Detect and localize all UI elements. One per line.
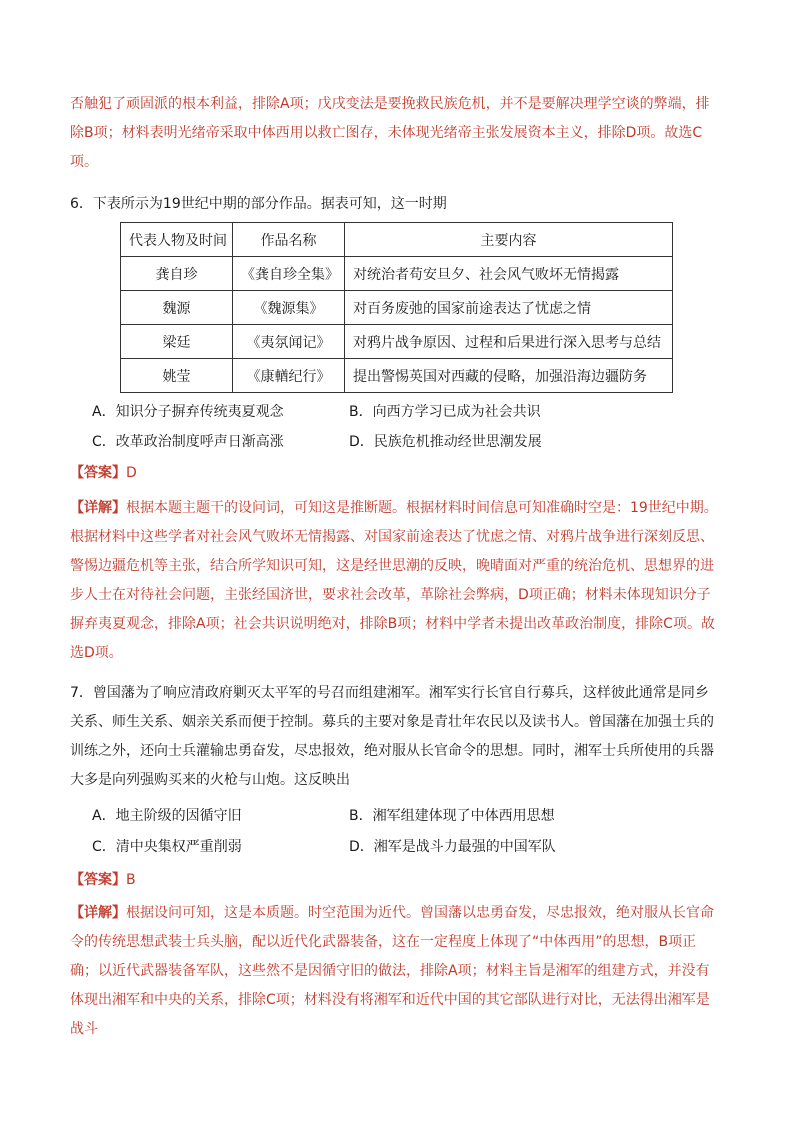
q7-answer xyxy=(70,866,722,895)
works-table xyxy=(120,222,673,393)
table-row xyxy=(121,291,673,325)
table-cell: 《魏源集》 xyxy=(233,291,345,325)
table-cell: 魏源 xyxy=(121,291,233,325)
q6-detail xyxy=(70,494,722,668)
table-cell: 对鸦片战争原因、过程和后果进行深入思考与总结 xyxy=(345,325,673,359)
table-cell: 对百务废弛的国家前途表达了忧虑之情 xyxy=(345,291,673,325)
table-cell: 对统治者苟安旦夕、社会风气败坏无情揭露 xyxy=(345,257,673,291)
table-row xyxy=(121,257,673,291)
q6-option-b: B．向西方学习已成为社会共识 xyxy=(349,404,541,420)
q7-option-d: D．湘军是战斗力最强的中国军队 xyxy=(349,839,556,855)
detail-text: 根据设问可知，这是本质题。时空范围为近代。曾国藩以忠勇奋发，尽忠报效，绝对服从长官命令的传统思想武装士兵头脑，配以近代化武器装备，这在一定程度上体现了“中体西用”的思想，B项正确；以近代武器装备军队，这些然不是因循守旧的做法，排除A项；材料主旨是湘军的组建方式，并没有体现出湘军和中央的关系，排除C项；材料没有将湘军和近代中国的其它部队进行对比，无法得出湘军是战斗 xyxy=(70,905,714,1037)
q7-stem: 7．曾国藩为了响应清政府剿灭太平军的号召而组建湘军。湘军实行长官自行募兵，这样彼此通常是同乡关系、师生关系、姻亲关系而便于控制。募兵的主要对象是青壮年农民以及读书人。曾国藩在加强士兵的训练之外，还向士兵灌输忠勇奋发，尽忠报效，绝对服从长官命令的思想。同时，湘军士兵所使用的兵器大多是向列强购买来的火枪与山炮。这反映出 xyxy=(70,685,714,788)
table-header-row xyxy=(121,223,673,257)
table-cell: 梁廷 xyxy=(121,325,233,359)
answer-value: D xyxy=(126,465,137,481)
table-cell: 《康輶纪行》 xyxy=(233,359,345,393)
table-cell: 《夷氛闻记》 xyxy=(233,325,345,359)
detail-label: 【详解】 xyxy=(70,500,126,516)
detail-text: 根据本题主题干的设问词，可知这是推断题。根据材料时间信息可知准确时空是：19世纪中期。根据材料中这些学者对社会风气败坏无情揭露、对国家前途表达了忧虑之情、对鸦片战争进行深刻反思、警惕边疆危机等主张，结合所学知识可知，这是经世思潮的反映，晚晴面对严重的统治危机、思想界的进步人士在对待社会问题，主张经国济世，要求社会改革，革除社会弊病，D项正确；材料未体现知识分子摒弃夷夏观念，排除A项；社会共识说明绝对，排除B项；材料中学者未提出改革政治制度，排除C项。故选D项。 xyxy=(70,500,718,661)
intro-paragraph: 否触犯了顽固派的根本利益，排除A项；戊戌变法是要挽救民族危机，并不是要解决理学空谈的弊端，排除B项；材料表明光绪帝采取中体西用以救亡图存，未体现光绪帝主张发展资本主义，排除D项。故选C项。 xyxy=(70,96,710,170)
q6-answer xyxy=(70,459,722,488)
q7-detail xyxy=(70,899,722,1044)
q7-option-b: B．湘军组建体现了中体西用思想 xyxy=(349,808,555,824)
table-cell: 《龚自珍全集》 xyxy=(233,257,345,291)
q6-stem: 6．下表所示为19世纪中期的部分作品。据表可知，这一时期 xyxy=(70,196,447,212)
answer-label: 【答案】 xyxy=(70,872,126,888)
detail-label: 【详解】 xyxy=(70,905,126,921)
q7-option-a: A．地主阶级的因循守旧 xyxy=(92,808,242,824)
table-cell: 龚自珍 xyxy=(121,257,233,291)
answer-label: 【答案】 xyxy=(70,465,126,481)
q6-option-c: C．改革政治制度呼声日渐高涨 xyxy=(92,434,284,450)
table-row xyxy=(121,325,673,359)
table-header-cell: 主要内容 xyxy=(345,223,673,257)
table-row xyxy=(121,359,673,393)
q6-option-a: A．知识分子摒弃传统夷夏观念 xyxy=(92,404,284,420)
table-header-cell: 代表人物及时间 xyxy=(121,223,233,257)
table-header-cell: 作品名称 xyxy=(233,223,345,257)
answer-value: B xyxy=(126,872,136,888)
q6-option-d: D．民族危机推动经世思潮发展 xyxy=(349,434,542,450)
q7-option-c: C．清中央集权严重削弱 xyxy=(92,839,242,855)
table-cell: 提出警惕英国对西藏的侵略，加强沿海边疆防务 xyxy=(345,359,673,393)
table-cell: 姚莹 xyxy=(121,359,233,393)
